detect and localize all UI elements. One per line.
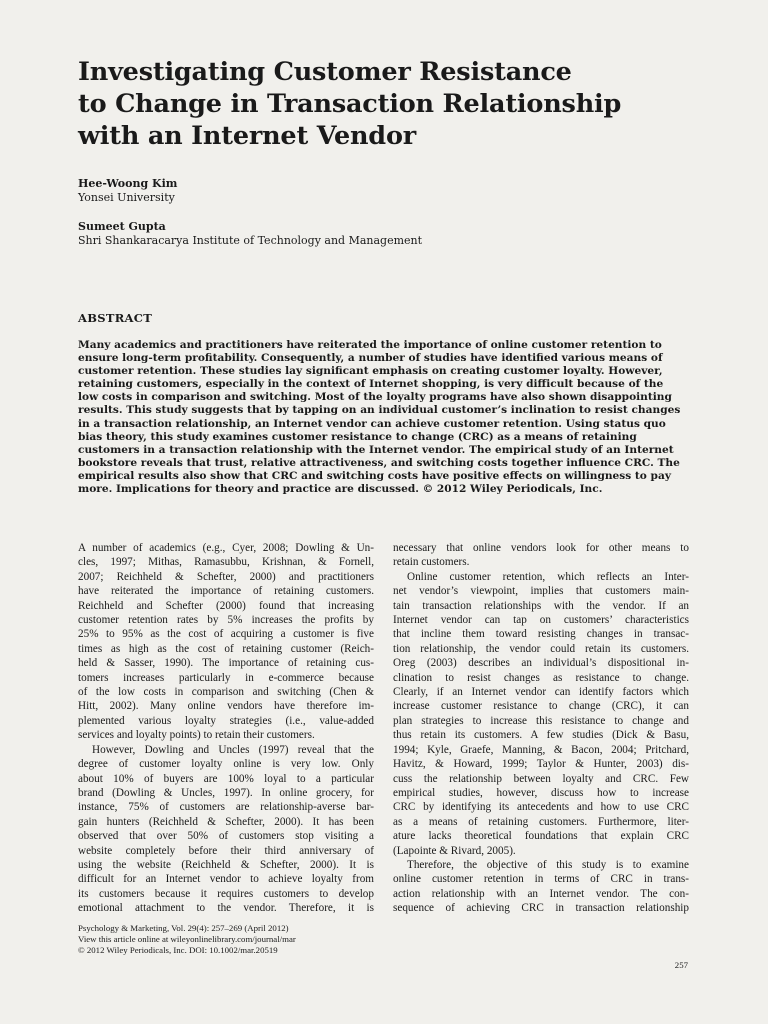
body-line: brand (Dowling & Uncles, 1997). In online grocery, for [78,786,374,799]
abstract-line: low costs in comparison and switching. Most of the loyalty programs have also shown disappointing [78,391,672,404]
body-line: cuss the relationship between loyalty and CRC. Few [393,772,689,785]
author-name: Sumeet Gupta [78,220,166,233]
author-block [78,220,422,248]
body-line: using the website (Reichheld & Schefter, 2000). It is [78,858,374,871]
body-line: about 10% of buyers are 100% loyal to a particular [78,772,374,785]
abstract-line: empirical results also show that CRC and switching costs have positive effects on willingness to pay [78,469,671,482]
body-column-left [78,541,374,916]
abstract-line: customer retention. These studies lay significant emphasis on creating customer loyalty. However, [78,365,663,378]
abstract-line: Many academics and practitioners have reiterated the importance of online customer retention to [78,339,662,351]
body-line: However, Dowling and Uncles (1997) reveal that the [92,743,374,756]
body-line: gain hunters (Reichheld & Schefter, 2000). It has been [78,815,374,828]
body-line: as a means of retaining customers. Furthermore, liter- [393,815,689,828]
body-line: CRC by identifying its antecedents and how to use CRC [393,801,689,814]
abstract-line: results. This study suggests that by tapping on an individual customer’s inclination to resist changes [78,404,681,417]
body-line: times as high as the cost of retaining customer (Reich- [78,642,374,655]
body-line: customer retention rates by 5% increases the profits by [78,614,374,627]
title-line: to Change in Transaction Relationship [78,89,622,119]
body-line: 2007; Reichheld & Schefter, 2000) and practitioners [78,570,374,583]
body-line: 25% to 95% as the cost of acquiring a customer is five [78,628,374,641]
body-line: Reichheld and Schefter (2000) found that increasing [78,599,374,612]
body-line: have reiterated the importance of retaining customers. [78,585,374,598]
body-line: net vendor’s viewpoint, implies that customers main- [393,585,689,598]
body-line: empirical studies, however, discuss how to increase [393,786,689,799]
body-line: website completely before their third anniversary of [78,844,374,857]
body-line: increase customer resistance to change (CRC), it can [393,700,689,713]
abstract-line: retaining customers, especially in the context of Internet shopping, is very difficult because of the [78,378,664,391]
footer-line: View this article online at wileyonlinelibrary.com/journal/mar [78,934,296,944]
body-line: 1994; Kyle, Graefe, Manning, & Bacon, 2004; Pritchard, [393,743,689,756]
author-affiliation: Yonsei University [78,191,175,204]
title-line: Investigating Customer Resistance [78,57,572,87]
author-affiliation: Shri Shankaracarya Institute of Technology and Management [78,234,423,247]
body-line: tomers increases particularly in e-commerce because [78,671,374,684]
body-line: Clearly, if an Internet vendor can identify factors which [393,686,689,699]
body-line: Therefore, the objective of this study is to examine [407,858,689,871]
body-line: retain customers. [393,556,470,569]
body-line: tion relationship, the vendor could retain its customers. [393,642,689,655]
abstract-line: more. Implications for theory and practice are discussed. © 2012 Wiley Periodicals, Inc. [78,483,603,496]
citation-footer [78,923,296,956]
body-line: instance, 75% of customers are relationship-averse bar- [78,801,374,814]
body-line: degree of customer loyalty online is very low. Only [78,758,374,771]
abstract-line: in a transaction relationship, an Internet vendor can achieve customer retention. Using status quo [78,417,666,430]
body-line: sequence of achieving CRC in transaction relationship [393,902,689,915]
body-line: thus retain its customers. A few studies (Dick & Basu, [393,729,689,742]
body-line: ature lacks theoretical foundations that explain CRC [393,830,689,843]
article-title [78,56,718,152]
body-line: clination to resist changes as resistance to change. [393,671,689,684]
abstract-line: bias theory, this study examines customer resistance to change (CRC) as a means of retaining [78,430,637,443]
body-line: held & Sasser, 1990). The importance of retaining cus- [78,657,374,670]
body-line: Online customer retention, which reflects an Inter- [407,570,689,583]
body-line: (Lapointe & Rivard, 2005). [393,844,516,857]
body-line: online customer retention in terms of CRC in trans- [393,873,689,886]
abstract-line: ensure long-term profitability. Consequently, a number of studies have identified various means of [78,352,663,365]
body-line: cles, 1997; Mithas, Ramasubbu, Krishnan, & Fornell, [78,556,374,569]
body-line: Internet vendor can tap on customers’ characteristics [393,614,689,627]
abstract-body [78,339,688,496]
body-line: necessary that online vendors look for other means to [393,542,689,554]
author-block [78,177,177,205]
author-name: Hee-Woong Kim [78,177,178,190]
abstract-heading: ABSTRACT [78,311,153,325]
footer-line: Psychology & Marketing, Vol. 29(4): 257–269 (April 2012) [78,923,289,933]
body-column-right [393,541,689,916]
footer-line: © 2012 Wiley Periodicals, Inc. DOI: 10.1002/mar.20519 [78,945,278,955]
title-line: with an Internet Vendor [78,121,416,151]
body-line: its customers because it requires customers to develop [78,887,374,900]
body-line: services and loyalty points) to retain their customers. [78,729,315,742]
abstract-line: customers in a transaction relationship with the Internet vendor. The empirical study of an Internet [78,443,674,456]
body-line: that incline them toward resisting changes in transac- [393,628,689,641]
body-line: plan strategies to increase this resistance to change and [393,714,689,727]
body-line: of the low costs in comparison and switching (Chen & [78,686,374,699]
body-line: difficult for an Internet vendor to achieve loyalty from [78,873,374,886]
abstract-line: bookstore reveals that trust, relative attractiveness, and switching costs together influence CRC. The [78,456,680,469]
body-line: Oreg (2003) describes an individual’s dispositional in- [393,657,689,670]
body-line: emotional attachment to the vendor. Therefore, it is [78,902,374,915]
page-number: 257 [674,960,688,970]
body-line: tain transaction relationships with the vendor. If an [393,599,689,612]
body-line: Hitt, 2002). Many online vendors have therefore im- [78,700,374,713]
body-line: observed that over 50% of customers stop visiting a [78,830,374,843]
body-line: Havitz, & Howard, 1999; Taylor & Hunter, 2003) dis- [393,758,689,771]
body-line: action relationship with an Internet vendor. The con- [393,887,689,900]
body-line: plemented various loyalty strategies (i.e., value-added [78,714,374,727]
body-line: A number of academics (e.g., Cyer, 2008; Dowling & Un- [78,542,374,554]
